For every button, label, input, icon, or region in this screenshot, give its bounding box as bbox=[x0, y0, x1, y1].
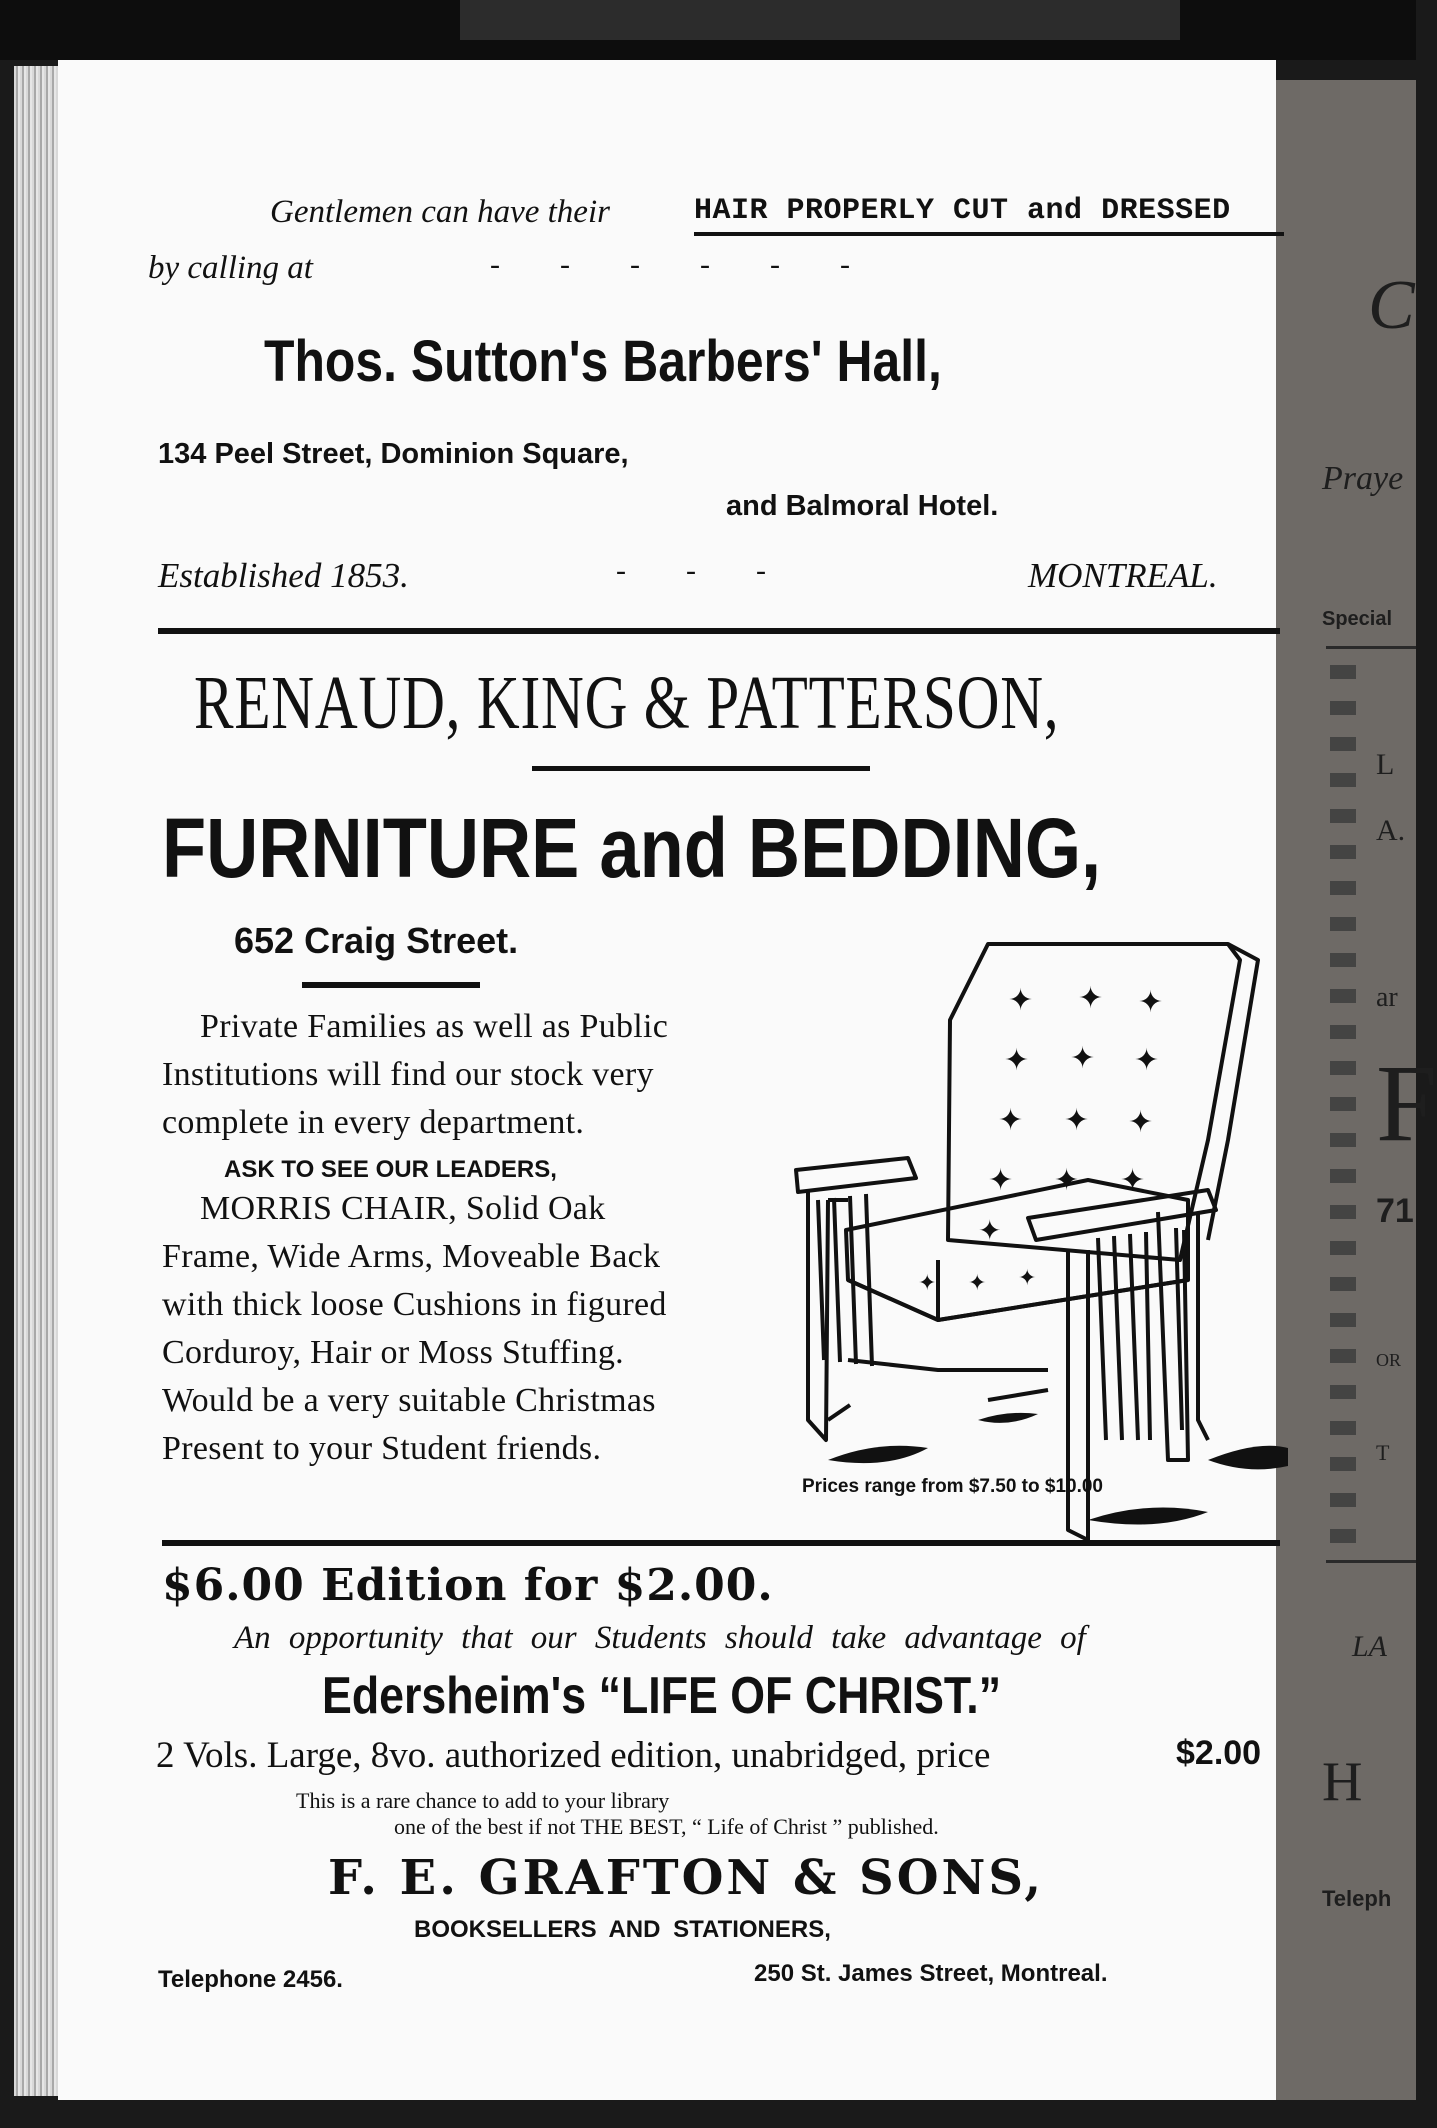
chair-description-line: Frame, Wide Arms, Moveable Back bbox=[162, 1238, 661, 1275]
adjacent-fragment: A. bbox=[1376, 814, 1406, 847]
furniture-body-line: complete in every department. bbox=[162, 1104, 585, 1141]
adjacent-fragment: Special bbox=[1322, 608, 1393, 630]
adjacent-fragment: OR bbox=[1376, 1350, 1402, 1370]
section-divider bbox=[162, 1540, 1280, 1546]
student-opportunity: An opportunity that our Students should take advantage of bbox=[234, 1620, 1086, 1656]
furniture-body-line: Institutions will find our stock very bbox=[162, 1056, 654, 1093]
svg-text:✦: ✦ bbox=[1018, 1265, 1037, 1290]
adjacent-border bbox=[1326, 646, 1416, 649]
price-range-note: Prices range from $7.50 to $10.00 bbox=[802, 1476, 1103, 1497]
adjacent-page bbox=[1272, 80, 1437, 2100]
barber-service-text: HAIR PROPERLY CUT and DRESSED bbox=[694, 194, 1231, 228]
barber-shop-title: Thos. Sutton's Barbers' Hall, bbox=[264, 329, 942, 394]
bookseller-address: 250 St. James Street, Montreal. bbox=[754, 1960, 1108, 1987]
svg-text:✦: ✦ bbox=[1128, 1106, 1154, 1139]
furniture-firm-name: RENAUD, KING & PATTERSON, bbox=[194, 661, 1060, 745]
book-details: 2 Vols. Large, 8vo. authorized edition, unabridged, price bbox=[156, 1735, 991, 1776]
advertisement-page bbox=[58, 60, 1276, 2100]
barber-address-line1: 134 Peel Street, Dominion Square, bbox=[158, 438, 629, 470]
svg-text:✦: ✦ bbox=[978, 1216, 1002, 1247]
furniture-body-line: Private Families as well as Public bbox=[200, 1008, 669, 1045]
barber-address-line2: and Balmoral Hotel. bbox=[726, 490, 999, 522]
svg-text:✦: ✦ bbox=[918, 1270, 937, 1295]
chair-description-line: Present to your Student friends. bbox=[162, 1430, 602, 1467]
barber-calling-text: by calling at bbox=[148, 250, 313, 286]
chair-description-line: Would be a very suitable Christmas bbox=[162, 1382, 656, 1419]
adjacent-fragment: Teleph bbox=[1322, 1886, 1392, 1911]
bookseller-trade: BOOKSELLERS AND STATIONERS, bbox=[414, 1916, 831, 1943]
book-price: $2.00 bbox=[1176, 1734, 1262, 1772]
morris-chair-illustration bbox=[788, 900, 1288, 1530]
adjacent-fragment: 71 bbox=[1376, 1192, 1414, 1230]
bookseller-firm-name: F. E. GRAFTON & SONS, bbox=[328, 1850, 1045, 1906]
barber-intro-text: Gentlemen can have their bbox=[270, 194, 610, 230]
svg-text:✦: ✦ bbox=[1070, 1042, 1096, 1075]
svg-text:✦: ✦ bbox=[1078, 982, 1104, 1015]
rare-chance-line: one of the best if not THE BEST, “ Life of Christ ” published. bbox=[394, 1814, 939, 1839]
adjacent-fragment: Praye bbox=[1322, 460, 1404, 497]
leader-dashes: - - - - - - bbox=[490, 248, 850, 281]
leader-dashes: - - - bbox=[616, 554, 766, 587]
book-page-edge bbox=[14, 66, 60, 2096]
svg-text:✦: ✦ bbox=[998, 1104, 1024, 1137]
svg-text:✦: ✦ bbox=[1004, 1044, 1030, 1077]
adjacent-fragment: L bbox=[1376, 748, 1395, 781]
adjacent-fragment: ar bbox=[1376, 982, 1398, 1013]
chair-description-line: with thick loose Cushions in figured bbox=[162, 1286, 667, 1323]
edition-offer: $6.00 Edition for $2.00. bbox=[162, 1560, 774, 1611]
adjacent-fragment: C bbox=[1368, 267, 1415, 344]
section-divider bbox=[158, 628, 1280, 634]
svg-text:✦: ✦ bbox=[1054, 1164, 1080, 1197]
svg-text:✦: ✦ bbox=[1120, 1164, 1146, 1197]
bookseller-telephone: Telephone 2456. bbox=[158, 1966, 343, 1993]
svg-text:✦: ✦ bbox=[1134, 1044, 1160, 1077]
svg-text:✦: ✦ bbox=[988, 1164, 1014, 1197]
chair-description-line: Corduroy, Hair or Moss Stuffing. bbox=[162, 1334, 624, 1371]
address-underline bbox=[302, 982, 480, 988]
adjacent-fragment: LA bbox=[1352, 1630, 1388, 1663]
adjacent-border bbox=[1326, 1560, 1416, 1563]
furniture-address: 652 Craig Street. bbox=[234, 920, 519, 961]
svg-text:✦: ✦ bbox=[1138, 986, 1164, 1019]
barber-established: Established 1853. bbox=[158, 556, 409, 595]
svg-text:✦: ✦ bbox=[1008, 984, 1034, 1017]
scanner-background-strip bbox=[460, 0, 1180, 40]
adjacent-vine-ornament bbox=[1330, 665, 1356, 1545]
furniture-headline: FURNITURE and BEDDING, bbox=[162, 801, 1102, 895]
barber-underline bbox=[694, 232, 1284, 236]
svg-text:✦: ✦ bbox=[968, 1270, 987, 1295]
adjacent-fragment: F bbox=[1376, 1042, 1437, 1164]
chair-description-line: MORRIS CHAIR, Solid Oak bbox=[200, 1190, 606, 1227]
adjacent-fragment: T bbox=[1376, 1440, 1390, 1465]
barber-city: MONTREAL. bbox=[1028, 556, 1218, 595]
rare-chance-line: This is a rare chance to add to your library bbox=[296, 1788, 670, 1813]
book-title: Edersheim's “LIFE OF CHRIST.” bbox=[322, 1667, 1002, 1725]
svg-text:✦: ✦ bbox=[1064, 1104, 1090, 1137]
adjacent-fragment: H bbox=[1322, 1751, 1363, 1813]
leaders-callout: ASK TO SEE OUR LEADERS, bbox=[224, 1156, 557, 1183]
firm-underline bbox=[532, 766, 870, 771]
